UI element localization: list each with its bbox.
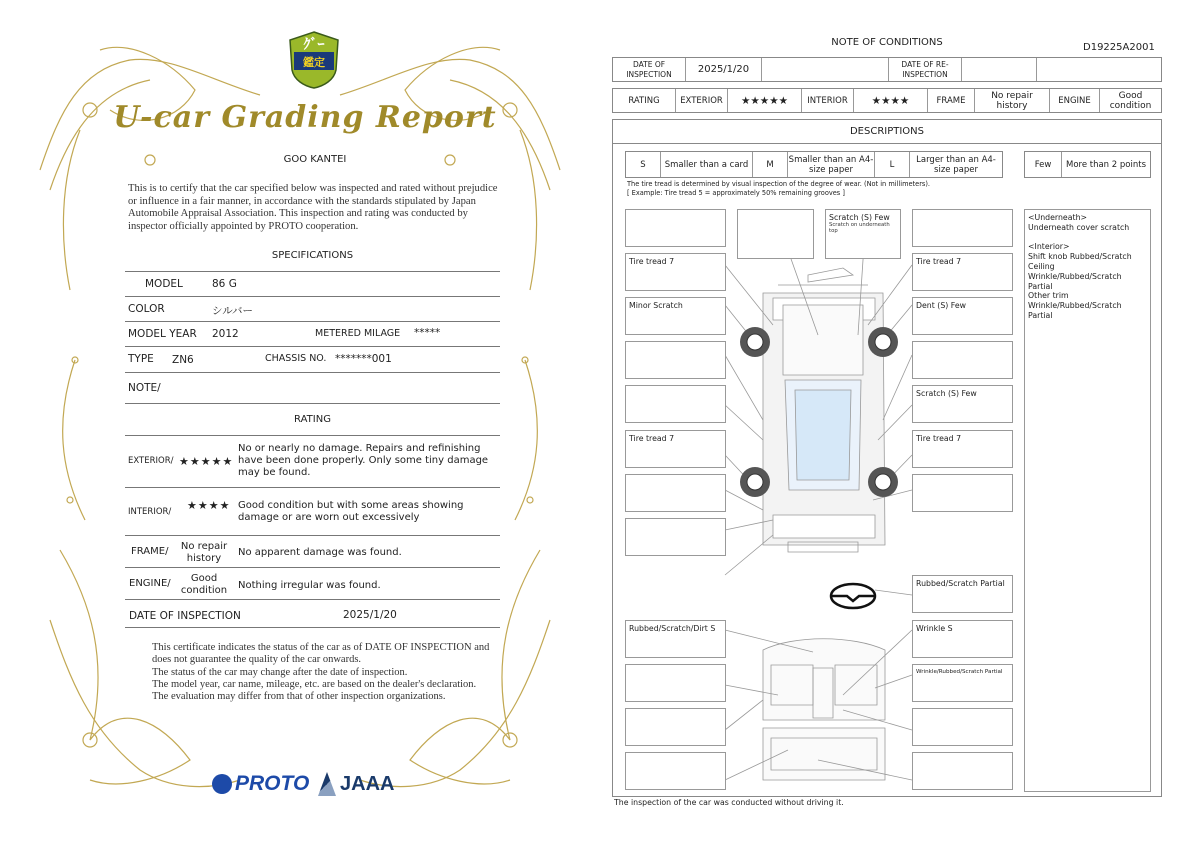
frame-value: No repair history xyxy=(975,89,1050,112)
note-box-dash: Rubbed/Scratch/Dirt S xyxy=(625,620,726,658)
note-box-left-12 xyxy=(625,752,726,790)
blank-cell xyxy=(762,58,889,81)
engine-label: ENGINE/ xyxy=(129,578,171,589)
note-box-tire-fr: Tire tread 7 xyxy=(912,253,1013,291)
color-row xyxy=(125,297,500,322)
engine-row xyxy=(125,568,500,600)
date-value: 2025/1/20 xyxy=(343,609,397,621)
model-value: 86 G xyxy=(212,278,237,290)
legend-key: L xyxy=(875,152,910,177)
footer-line: The evaluation may differ from that of other inspection organizations. xyxy=(152,691,446,703)
rating-bar xyxy=(612,88,1162,113)
interior-row xyxy=(125,488,500,536)
note-box-left-7 xyxy=(625,474,726,512)
jaaa-logo-text: JAAA xyxy=(340,772,395,795)
note-box-minor-scratch: Minor Scratch xyxy=(625,297,726,335)
type-label: TYPE xyxy=(128,353,154,365)
footer-line: The model year, car name, mileage, etc. are based on the dealer's declaration. xyxy=(152,678,477,690)
type-value: ZN6 xyxy=(172,354,194,366)
note-box-right-4 xyxy=(912,341,1013,379)
footer-line: The status of the car may change after the date of inspection. xyxy=(152,666,408,678)
note-box-tire-rr: Tire tread 7 xyxy=(912,430,1013,468)
side-note-line: Partial xyxy=(1028,310,1053,320)
date-of-inspection-value: 2025/1/20 xyxy=(686,58,762,81)
legend-key: M xyxy=(753,152,788,177)
date-label: DATE OF INSPECTION xyxy=(129,610,241,622)
model-year-label: MODEL YEAR xyxy=(128,328,197,340)
metered-label: METERED MILAGE xyxy=(315,328,401,339)
exterior-label: EXTERIOR xyxy=(676,89,728,112)
type-row xyxy=(125,347,500,373)
steering-wheel-icon xyxy=(831,584,875,608)
interior-desc: Good condition but with some areas showing damage or are worn out excessively xyxy=(238,500,464,523)
tire-note-line: The tire tread is determined by visual inspection of the degree of wear. (Not in millimeters). xyxy=(627,180,931,188)
note-box-left-5 xyxy=(625,385,726,423)
engine-value: Good condition xyxy=(1109,90,1152,111)
note-box-left-11 xyxy=(625,708,726,746)
roof-note-main: Scratch (S) Few xyxy=(829,213,890,222)
goo-kantei-emblem xyxy=(286,30,342,90)
frame-value: No repair history xyxy=(180,541,228,564)
note-box-dent: Dent (S) Few xyxy=(912,297,1013,335)
jaaa-icon xyxy=(318,772,336,796)
note-box-right-12 xyxy=(912,752,1013,790)
note-box-left-8 xyxy=(625,518,726,556)
intro-text: This is to certify that the car specified below was inspected and rated without prejudice or influence in a fair manner, in accordance with the standards stipulated by Japan Automobile Appraisal Association. This inspection and rating was conducted by inspector officially appointed by PROTO cooperation. xyxy=(128,183,498,232)
legend-value: Larger than an A4-size paper xyxy=(916,154,996,175)
note-box-right-1 xyxy=(912,209,1013,247)
interior-label: INTERIOR xyxy=(802,89,854,112)
emblem-text: 鑑定 xyxy=(303,56,325,69)
roof-note-sub: Scratch on underneath top xyxy=(829,222,890,234)
side-note-line: <Interior> xyxy=(1028,242,1070,252)
frame-label: FRAME xyxy=(928,89,975,112)
side-notes-box xyxy=(1024,209,1151,792)
note-box-left-1 xyxy=(625,209,726,247)
note-row xyxy=(125,373,500,404)
interior-stars: ★★★★ xyxy=(187,499,231,512)
inspection-date-bar xyxy=(612,57,1162,82)
reinspection-label: DATE OF RE-INSPECTION xyxy=(889,58,962,81)
conditions-footer: The inspection of the car was conducted without driving it. xyxy=(614,798,844,807)
note-box-steering: Rubbed/Scratch Partial xyxy=(912,575,1013,613)
exterior-row xyxy=(125,436,500,488)
proto-logo-text: PROTO xyxy=(235,772,310,795)
side-note-line: Partial xyxy=(1028,281,1053,291)
spec-heading: SPECIFICATIONS xyxy=(271,250,354,261)
legend-key: S xyxy=(626,152,661,177)
descriptions-heading: DESCRIPTIONS xyxy=(613,120,1161,144)
jaaa-logo xyxy=(318,770,394,798)
note-box-roof xyxy=(825,209,901,259)
side-note-line: Underneath cover scratch xyxy=(1028,222,1130,232)
frame-row xyxy=(125,536,500,568)
note-box-left-4 xyxy=(625,341,726,379)
chassis-value: *******001 xyxy=(335,353,392,365)
engine-desc: Nothing irregular was found. xyxy=(238,580,381,591)
frame-desc: No apparent damage was found. xyxy=(238,547,402,558)
color-value: シルバー xyxy=(212,305,254,317)
reinspection-value xyxy=(962,58,1037,81)
legend-value: Smaller than an A4-size paper xyxy=(788,152,875,177)
descriptions-panel xyxy=(612,119,1162,797)
note-box-scratch: Scratch (S) Few xyxy=(912,385,1013,423)
note-box-top-1 xyxy=(737,209,814,259)
year-row xyxy=(125,322,500,347)
conditions-title: NOTE OF CONDITIONS xyxy=(831,37,943,48)
report-title: U-car Grading Report xyxy=(113,100,497,135)
note-box-tire-rl: Tire tread 7 xyxy=(625,430,726,468)
side-note-line: Shift knob Rubbed/Scratch xyxy=(1028,252,1132,262)
exterior-stars: ★★★★★ xyxy=(728,89,802,112)
side-note-line xyxy=(1028,233,1147,243)
engine-label: ENGINE xyxy=(1050,89,1100,112)
engine-value: Good condition xyxy=(180,573,228,596)
rating-label: RATING xyxy=(613,89,676,112)
note-box-left-10 xyxy=(625,664,726,702)
model-row xyxy=(125,272,500,297)
report-subtitle: GOO KANTEI xyxy=(283,154,347,165)
side-note-line: Ceiling xyxy=(1028,261,1055,271)
footer-line: This certificate indicates the status of the car as of DATE OF INSPECTION and does not guarantee the quality of the car onwards. xyxy=(152,642,490,666)
side-note-line: Wrinkle/Rubbed/Scratch xyxy=(1028,301,1122,311)
note-box-right-11 xyxy=(912,708,1013,746)
note-box-right-7 xyxy=(912,474,1013,512)
exterior-desc: No or nearly no damage. Repairs and refinishing have been done properly. Only some tiny damage may be found. xyxy=(238,443,489,478)
interior-stars: ★★★★ xyxy=(854,89,928,112)
document-id: D19225A2001 xyxy=(1083,42,1155,53)
date-of-inspection-label: DATE OF INSPECTION xyxy=(613,58,686,81)
rating-heading: RATING xyxy=(294,414,331,425)
metered-value: ***** xyxy=(414,327,441,339)
model-label: MODEL xyxy=(145,278,183,290)
exterior-stars: ★★★★★ xyxy=(179,455,234,468)
note-box-tire-fl: Tire tread 7 xyxy=(625,253,726,291)
legend-value: More than 2 points xyxy=(1065,159,1146,170)
certificate-footer xyxy=(152,642,492,703)
side-note-line: <Underneath> xyxy=(1028,213,1088,222)
legend-key: Few xyxy=(1025,152,1062,177)
proto-logo xyxy=(212,770,309,798)
proto-icon xyxy=(212,774,232,794)
note-label: NOTE/ xyxy=(128,382,161,394)
color-label: COLOR xyxy=(128,303,165,315)
date-row xyxy=(125,600,500,628)
svg-text:ｸﾞｰ: ｸﾞｰ xyxy=(303,36,325,52)
frame-label: FRAME/ xyxy=(131,546,169,557)
side-note-line: Other trim xyxy=(1028,291,1069,301)
chassis-label: CHASSIS NO. xyxy=(265,353,327,364)
note-box-seat-wrs: Wrinkle/Rubbed/Scratch Partial xyxy=(912,664,1013,702)
interior-label: INTERIOR/ xyxy=(128,507,172,517)
note-box-seat-wrinkle: Wrinkle S xyxy=(912,620,1013,658)
side-note-line: Wrinkle/Rubbed/Scratch xyxy=(1028,271,1122,281)
tire-note-line: [ Example: Tire tread 5 = approximately 50% remaining grooves ] xyxy=(627,189,845,197)
legend-value: Smaller than a card xyxy=(661,152,753,177)
exterior-label: EXTERIOR/ xyxy=(128,456,174,466)
model-year-value: 2012 xyxy=(212,328,239,340)
